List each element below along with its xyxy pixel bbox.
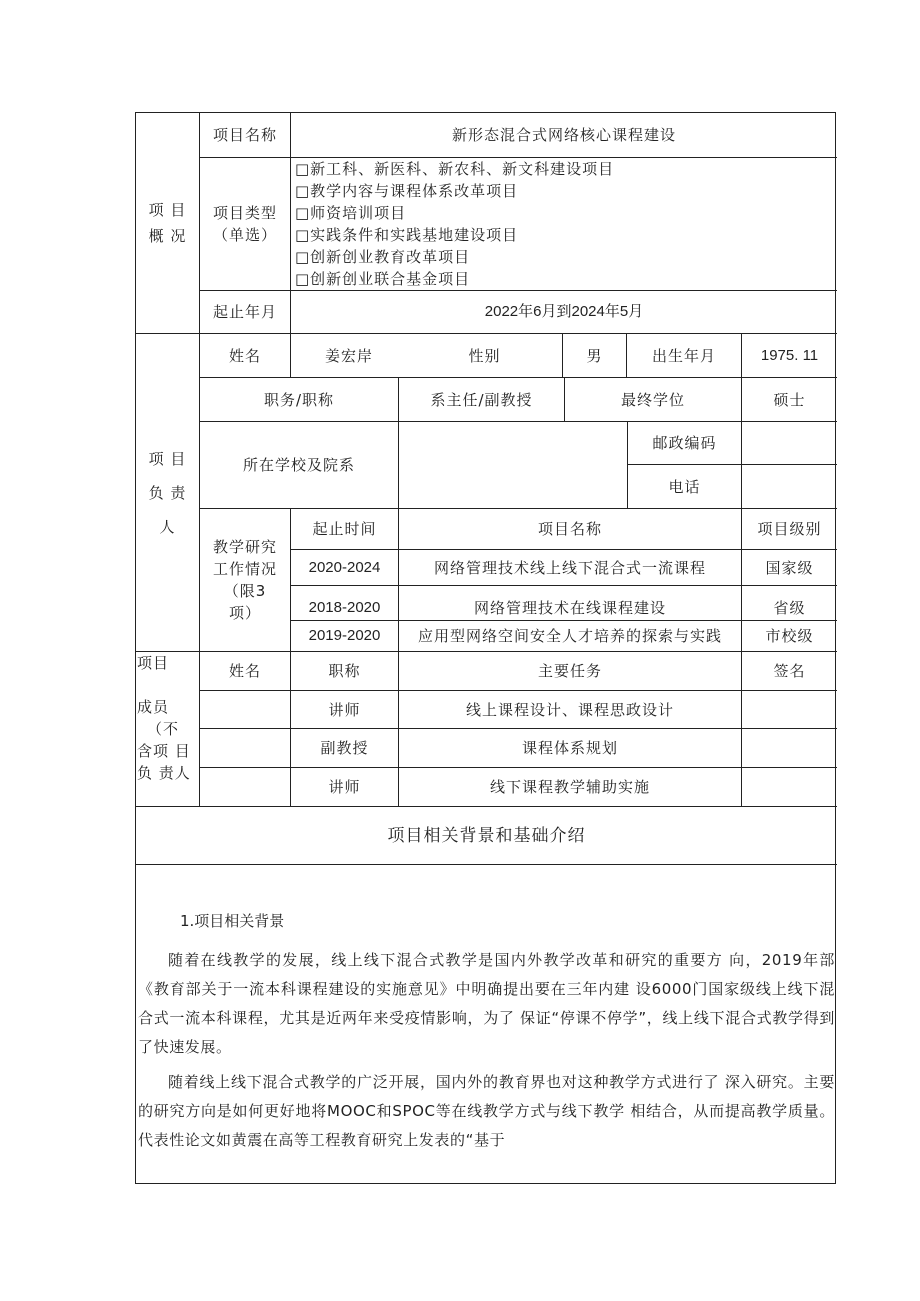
project-type-label-line1: 项目类型 xyxy=(212,204,277,222)
overview-label-line1: 项 目 xyxy=(148,201,187,219)
title-label: 职务/职称 xyxy=(200,378,399,422)
background-paragraph-1: 随着在线教学的发展，线上线下混合式教学是国内外教学改革和研究的重要方 向，2019年部《教育部关于一流本科课程建设的实施意见》中明确提出要在三年内建 设6000门国家级线上线下混合式一流本科课程，尤其是近两年来受疫情影响，为了 保证“停课不停学”，线上线下混合式教学得到了快速发展。 xyxy=(138,951,835,1056)
birth-value[interactable]: 1975. 11 xyxy=(742,334,837,378)
research-label xyxy=(200,509,291,652)
research-row-name[interactable]: 应用型网络空间安全人才培养的探索与实践 xyxy=(399,621,742,652)
member-sign[interactable] xyxy=(742,691,837,729)
members-header-task: 主要任务 xyxy=(399,652,742,691)
member-title[interactable]: 讲师 xyxy=(291,691,399,729)
background-paragraph-2: 随着线上线下混合式教学的广泛开展，国内外的教育界也对这种教学方式进行了 深入研究。主要的研究方向是如何更好地将MOOC和SPOC等在线教学方式与线下教学 相结合，从而提高教学质量。代表性论文如黄震在高等工程教育研究上发表的“基于 xyxy=(138,1073,835,1149)
research-row-level[interactable]: 国家级 xyxy=(742,550,837,586)
members-section-label xyxy=(136,652,200,807)
project-type-option[interactable]: □创新创业联合基金项目 xyxy=(295,270,471,288)
overview-label-line2: 概 况 xyxy=(148,227,187,245)
gender-value[interactable]: 男 xyxy=(563,334,627,378)
research-row-period[interactable]: 2018-2020 xyxy=(291,586,399,621)
phone-label: 电话 xyxy=(628,465,742,509)
members-label-line4: 含项 目 xyxy=(137,742,191,760)
leader-label-line1: 项 目 xyxy=(148,449,187,468)
project-type-option[interactable]: □教学内容与课程体系改革项目 xyxy=(295,182,519,200)
research-row-level[interactable]: 市校级 xyxy=(742,621,837,652)
members-header-sign: 签名 xyxy=(742,652,837,691)
birth-label: 出生年月 xyxy=(627,334,742,378)
school-value[interactable] xyxy=(399,422,628,509)
research-header-level: 项目级别 xyxy=(742,509,837,550)
overview-section-label xyxy=(136,113,200,334)
member-task[interactable]: 课程体系规划 xyxy=(399,729,742,768)
leader-label-line3: 人 xyxy=(159,517,176,536)
members-label-line5: 负 责人 xyxy=(137,764,191,782)
member-name[interactable] xyxy=(200,768,291,807)
background-heading: 1.项目相关背景 xyxy=(180,912,285,930)
members-label-line1: 项目 xyxy=(137,654,170,672)
member-title[interactable]: 讲师 xyxy=(291,768,399,807)
member-name[interactable] xyxy=(200,729,291,768)
degree-value[interactable]: 硕士 xyxy=(742,378,837,422)
leader-label-line2: 负 责 xyxy=(148,483,187,502)
project-type-option[interactable]: □实践条件和实践基地建设项目 xyxy=(295,226,519,244)
postcode-label: 邮政编码 xyxy=(628,422,742,465)
postcode-value[interactable] xyxy=(742,422,837,465)
background-section-title: 项目相关背景和基础介绍 xyxy=(136,807,837,865)
project-name-label: 项目名称 xyxy=(200,113,291,158)
research-row-period[interactable]: 2019-2020 xyxy=(291,621,399,652)
project-type-option[interactable]: □师资培训项目 xyxy=(295,204,407,222)
project-type-options xyxy=(291,158,837,291)
leader-section-label xyxy=(136,334,200,652)
member-sign[interactable] xyxy=(742,729,837,768)
project-type-option[interactable]: □创新创业教育改革项目 xyxy=(295,248,471,266)
project-type-option[interactable]: □新工科、新医科、新农科、新文科建设项目 xyxy=(295,160,615,178)
members-label-line3: （不 xyxy=(147,720,180,738)
phone-value[interactable] xyxy=(742,465,837,509)
title-value[interactable]: 系主任/副教授 xyxy=(399,378,565,422)
member-task[interactable]: 线下课程教学辅助实施 xyxy=(399,768,742,807)
project-type-label xyxy=(200,158,291,291)
research-label-line3: （限3 xyxy=(223,582,267,600)
degree-label: 最终学位 xyxy=(565,378,742,422)
leader-name-label: 姓名 xyxy=(200,334,291,378)
research-label-line2: 工作情况 xyxy=(212,560,277,578)
gender-label: 性别 xyxy=(407,334,563,378)
school-label: 所在学校及院系 xyxy=(200,422,399,509)
members-header-name: 姓名 xyxy=(200,652,291,691)
research-header-period: 起止时间 xyxy=(291,509,399,550)
member-name[interactable] xyxy=(200,691,291,729)
research-row-level[interactable]: 省级 xyxy=(742,586,837,621)
members-label-line2: 成员 xyxy=(137,698,170,716)
member-title[interactable]: 副教授 xyxy=(291,729,399,768)
research-header-name: 项目名称 xyxy=(399,509,742,550)
period-value[interactable]: 2022年6月到2024年5月 xyxy=(291,291,837,334)
research-label-line1: 教学研究 xyxy=(212,538,277,556)
period-label: 起止年月 xyxy=(200,291,291,334)
research-row-name[interactable]: 网络管理技术在线课程建设 xyxy=(399,586,742,621)
project-name-value[interactable]: 新形态混合式网络核心课程建设 xyxy=(291,113,837,158)
research-row-period[interactable]: 2020-2024 xyxy=(291,550,399,586)
members-header-title: 职称 xyxy=(291,652,399,691)
member-task[interactable]: 线上课程设计、课程思政设计 xyxy=(399,691,742,729)
research-label-line4: 项） xyxy=(228,604,261,622)
application-form xyxy=(135,112,836,1184)
leader-name-value[interactable]: 姜宏岸 xyxy=(291,334,407,378)
research-row-name[interactable]: 网络管理技术线上线下混合式一流课程 xyxy=(399,550,742,586)
member-sign[interactable] xyxy=(742,768,837,807)
background-body xyxy=(136,865,837,1155)
project-type-label-line2: （单选） xyxy=(212,226,277,244)
